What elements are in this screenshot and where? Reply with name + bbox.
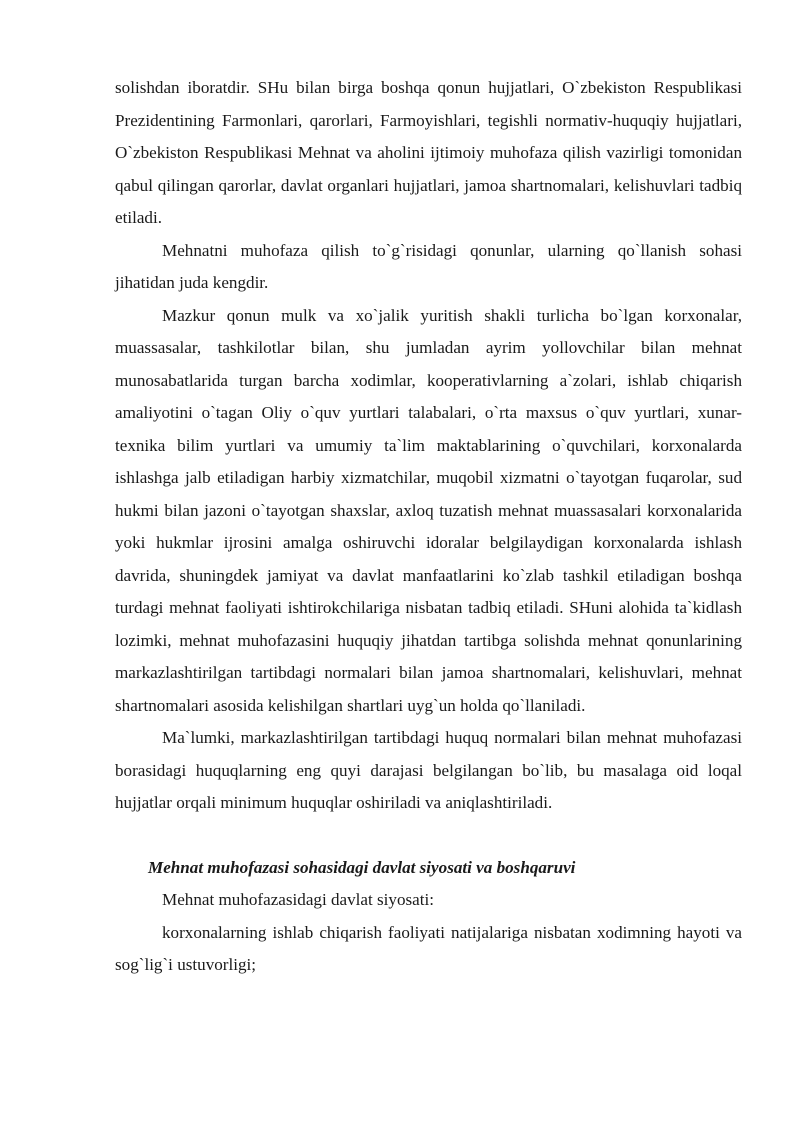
paragraph-policy-intro: Mehnat muhofazasidagi davlat siyosati: — [162, 890, 435, 909]
paragraph-policy-item: korxonalarning ishlab chiqarish faoliyati natijalariga nisbatan xodimning hayoti va sog`lig`i ustuvorligi; — [115, 922, 742, 974]
section-heading: Mehnat muhofazasi sohasidagi davlat siyosati va boshqaruvi — [148, 857, 576, 877]
paragraph-coverage: Mazkur qonun mulk va xo`jalik yuritish shakli turlicha bo`lgan korxonalar, muassasalar, tashkilotlar bilan, shu jumladan ayrim yollovchilar bilan mehnat munosabatlarida turgan barcha xodimlar, kooperativlarning a`zolari, ishlab chiqarish amaliyotini o`tagan Oliy o`quv yurtlari talabalari, o`rta maxsus o`quv yurtlari, xunar-texnika bilim yurtlari va umumiy ta`lim maktablarining o`quvchilari, korxonalarda ishlashga jalb etiladigan harbiy xizmatchilar, muqobil xizmatni o`tayotgan fuqarolar, sud hukmi bilan jazoni o`tayotgan shaxslar, axloq tuzatish mehnat muassasalari korxonalarida yoki hukmlar ijrosini amalga oshiruvchi idoralar belgilaydigan korxonalarda ishlash davrida, shuningdek jamiyat va davlat manfaatlarini ko`zlab tashkil etiladigan boshqa turdagi mehnat faoliyati ishtirokchilariga nisbatan tadbiq etiladi. SHuni alohida ta`kidlash lozimki, mehnat muhofazasini huquqiy jihatdan tartibga solishda mehnat qonunlarining markazlashtirilgan tartibdagi normalari bilan jamoa shartnomalari, kelishuvlari, mehnat shartnomalari asosida kelishilgan shartlari uyg`un holda qo`llaniladi. — [115, 305, 742, 715]
paragraph-norms: Ma`lumki, markazlashtirilgan tartibdagi huquq normalari bilan mehnat muhofazasi borasidagi huquqlarning eng quyi darajasi belgilangan bo`lib, bu masalaga oid loqal hujjatlar orqali minimum huquqlar oshiriladi va aniqlashtiriladi. — [115, 728, 742, 812]
paragraph-continuation: solishdan iboratdir. SHu bilan birga boshqa qonun hujjatlari, O`zbekiston Respublikasi Prezidentining Farmonlari, qarorlari, Farmoyishlari, tegishli normativ-huquqiy hujjatlari, O`zbekiston Respublikasi Mehnat va aholini ijtimoiy muhofaza qilish vazirligi tomonidan qabul qilingan qarorlar, davlat organlari hujjatlari, jamoa shartnomalari, kelishuvlari tadbiq etiladi. — [115, 78, 742, 227]
document-page — [115, 72, 742, 982]
paragraph-scope: Mehnatni muhofaza qilish to`g`risidagi qonunlar, ularning qo`llanish sohasi jihatidan juda kengdir. — [115, 240, 742, 292]
